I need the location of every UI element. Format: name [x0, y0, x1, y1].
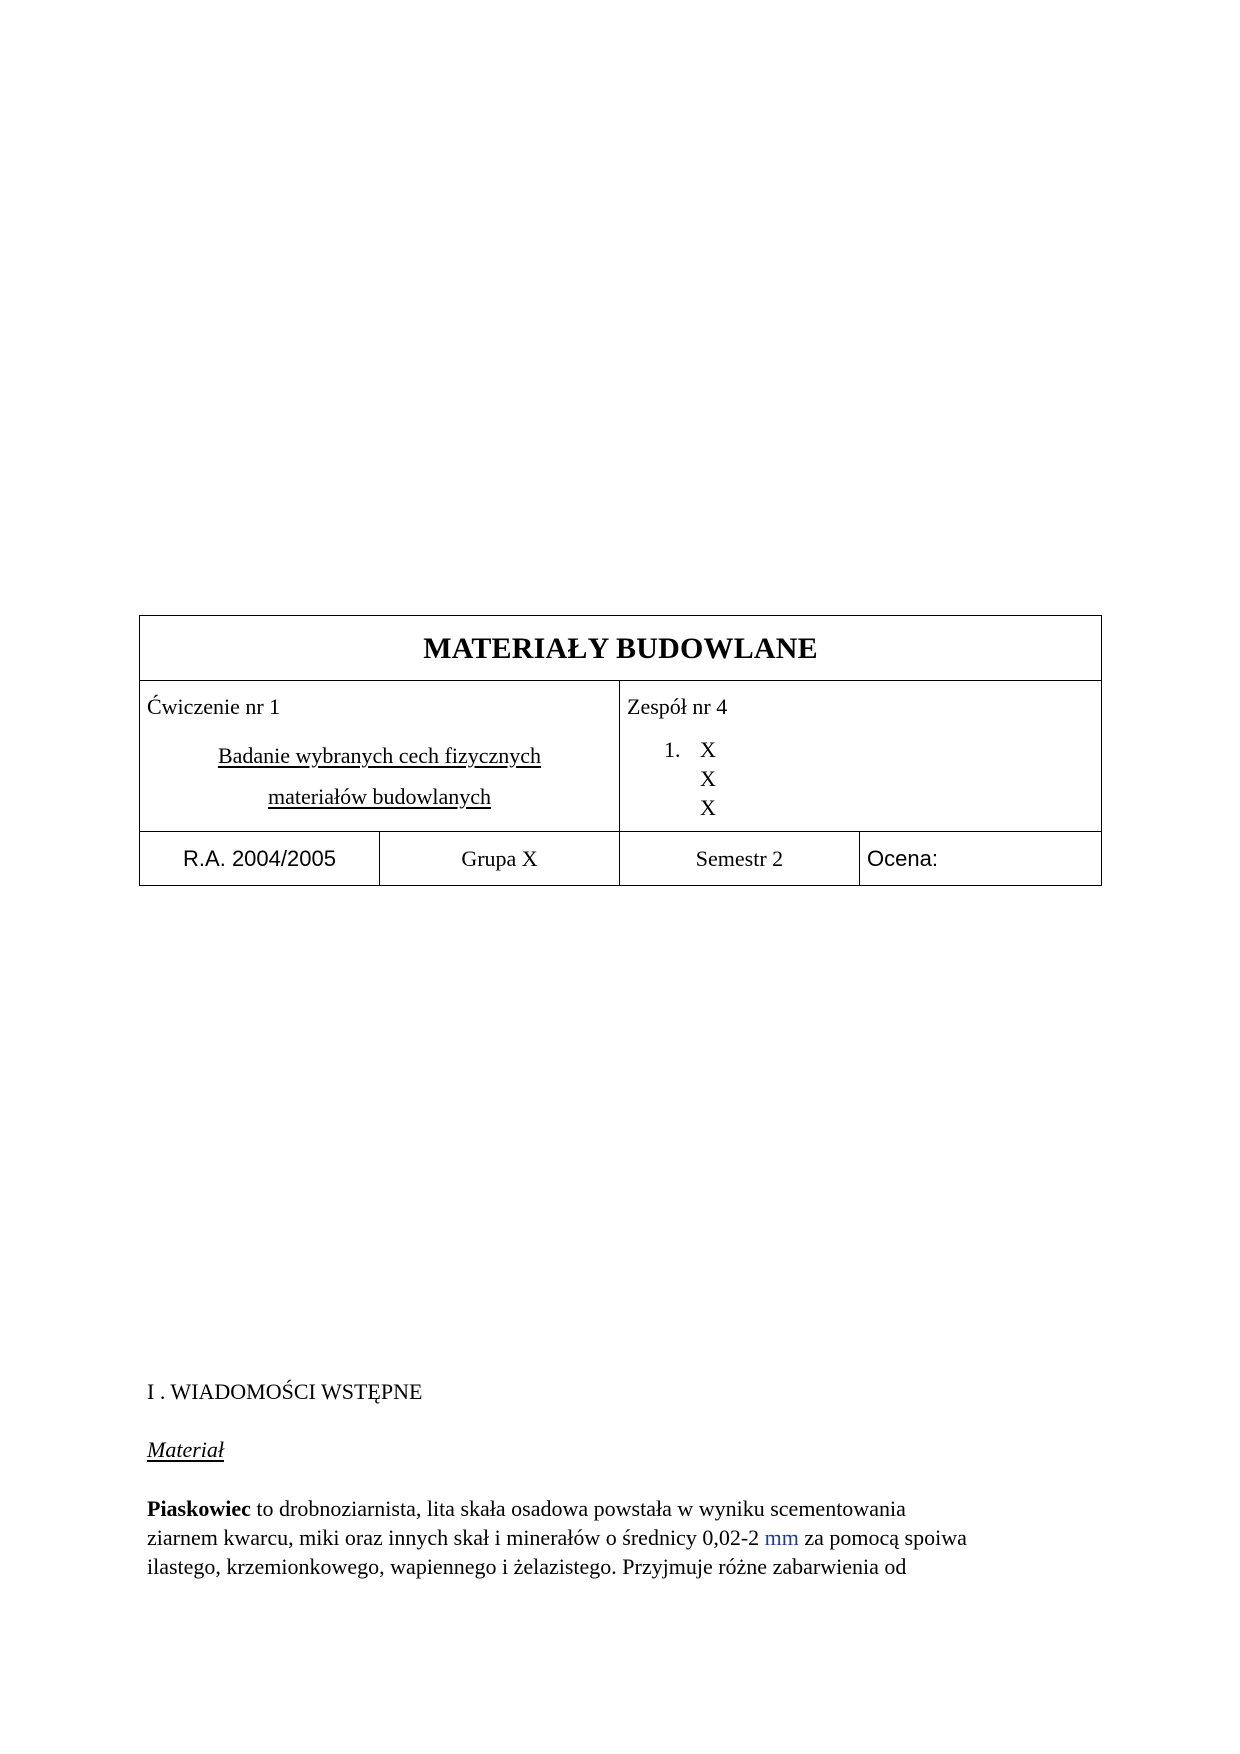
body-paragraph [147, 1494, 1087, 1581]
exercise-description [140, 735, 619, 817]
exercise-label: Ćwiczenie nr 1 [147, 694, 281, 719]
team-member-name: X [700, 737, 716, 762]
paragraph-text: ilastego, krzemionkowego, wapiennego i żelazistego. Przyjmuje różne zabarwienia od [147, 1554, 907, 1579]
title-block-table [139, 615, 1102, 886]
team-member-name: X [700, 766, 716, 791]
exercise-cell [140, 681, 620, 832]
subheading-material: Materiał [147, 1437, 224, 1462]
semester: Semestr 2 [695, 845, 784, 871]
paragraph-line [147, 1494, 1087, 1523]
team-cell [620, 681, 1102, 832]
paragraph-text: to drobnoziarnista, lita skała osadowa powstała w wyniku scementowania [250, 1496, 906, 1521]
paragraph-text: za pomocą spoiwa [798, 1525, 967, 1550]
paragraph-line [147, 1523, 1087, 1552]
academic-year: R.A. 2004/2005 [183, 845, 336, 871]
grade-label: Ocena: [867, 845, 938, 871]
title-cell [140, 616, 1102, 681]
team-member-name: X [700, 795, 716, 820]
grade-cell [860, 832, 1102, 886]
document-title: MATERIAŁY BUDOWLANE [423, 632, 818, 665]
semester-cell [620, 832, 860, 886]
term-bold: Piaskowiec [147, 1496, 251, 1521]
paragraph-line [147, 1552, 1087, 1581]
paragraph-text: ziarnem kwarcu, miki oraz innych skał i minerałów o średnicy 0,02-2 [147, 1525, 765, 1550]
team-member-number: 1. [664, 737, 681, 762]
academic-year-cell [140, 832, 380, 886]
team-label: Zespół nr 4 [627, 694, 728, 719]
group-cell [380, 832, 620, 886]
group: Grupa X [461, 845, 538, 871]
mm-link[interactable]: mm [764, 1525, 799, 1550]
exercise-desc-line2: materiałów budowlanych [268, 784, 491, 809]
section-heading: I . WIADOMOŚCI WSTĘPNE [147, 1379, 423, 1404]
exercise-desc-line1: Badanie wybranych cech fizycznych [217, 743, 542, 768]
